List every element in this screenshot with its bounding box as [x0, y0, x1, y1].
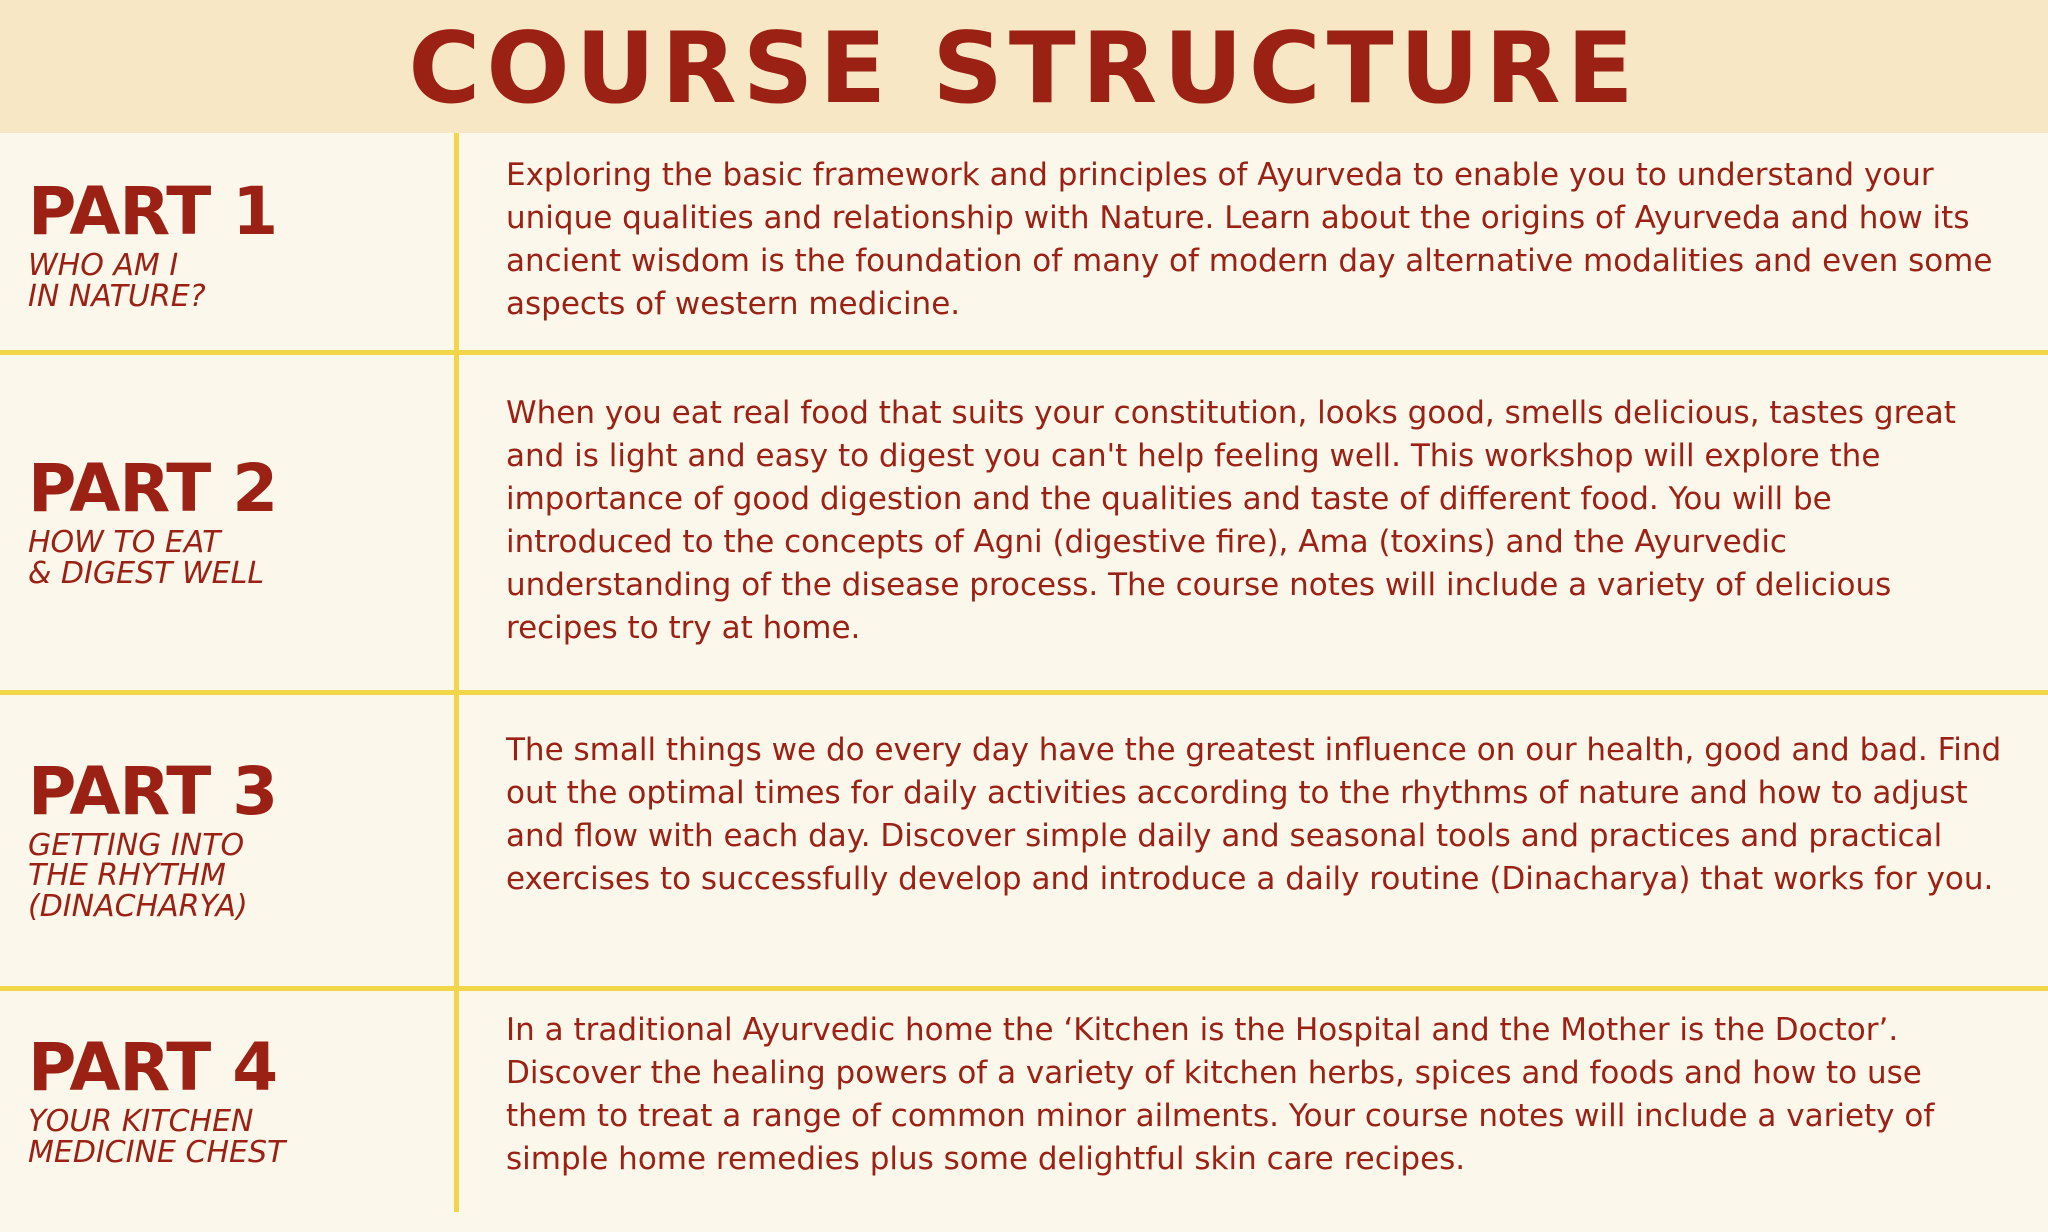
page-header — [0, 0, 2048, 133]
part-description: The small things we do every day have the greatest influence on our health, good and bad. Find out the optimal times for daily activities according to the rhythms of nature and how to adjust and flow with each day. Discover simple daily and seasonal tools and practices and practical exercises to successfully develop and introduce a daily routine (Dinacharya) that works for you. — [506, 732, 2002, 897]
part-subtitle: YOUR KITCHEN MEDICINE CHEST — [28, 1103, 286, 1170]
part-heading — [28, 133, 448, 354]
part-heading — [28, 991, 448, 1232]
part-label: PART 1 — [28, 172, 278, 250]
part-subtitle: GETTING INTO THE RHYTHM (DINACHARYA) — [28, 827, 248, 924]
part-subtitle: HOW TO EAT & DIGEST WELL — [28, 524, 265, 591]
course-row-part-3 — [0, 695, 2048, 986]
course-table — [0, 133, 2048, 1212]
part-heading — [28, 355, 448, 690]
part-description: Exploring the basic framework and principles of Ayurveda to enable you to understand your unique qualities and relationship with Nature. Learn about the origins of Ayurveda and how its ancient wisdom is the foundation of many of modern day alternative modalities and even some aspects of western medicine. — [506, 157, 1993, 322]
part-label: PART 4 — [28, 1028, 278, 1106]
part-description: In a traditional Ayurvedic home the ‘Kitchen is the Hospital and the Mother is the Doctor’. Discover the healing powers of a variety of kitchen herbs, spices and foods and how to use them to treat a range of common minor ailments. Your course notes will include a variety of simple home remedies plus some delightful skin care recipes. — [506, 1012, 1935, 1177]
part-description: When you eat real food that suits your constitution, looks good, smells delicious, tastes great and is light and easy to digest you can't help feeling well. This workshop will explore the importance of good digestion and the qualities and taste of different food. You will be introduced to the concepts of Agni (digestive fire), Ama (toxins) and the Ayurvedic understanding of the disease process. The course notes will include a variety of delicious recipes to try at home. — [506, 395, 1956, 646]
course-row-part-1 — [0, 133, 2048, 350]
part-subtitle: WHO AM I IN NATURE? — [28, 247, 206, 314]
part-heading — [28, 695, 448, 986]
part-label: PART 2 — [28, 449, 278, 527]
course-row-part-2 — [0, 355, 2048, 690]
course-row-part-4 — [0, 991, 2048, 1212]
part-label: PART 3 — [28, 752, 278, 830]
page-title: COURSE STRUCTURE — [408, 11, 1640, 126]
